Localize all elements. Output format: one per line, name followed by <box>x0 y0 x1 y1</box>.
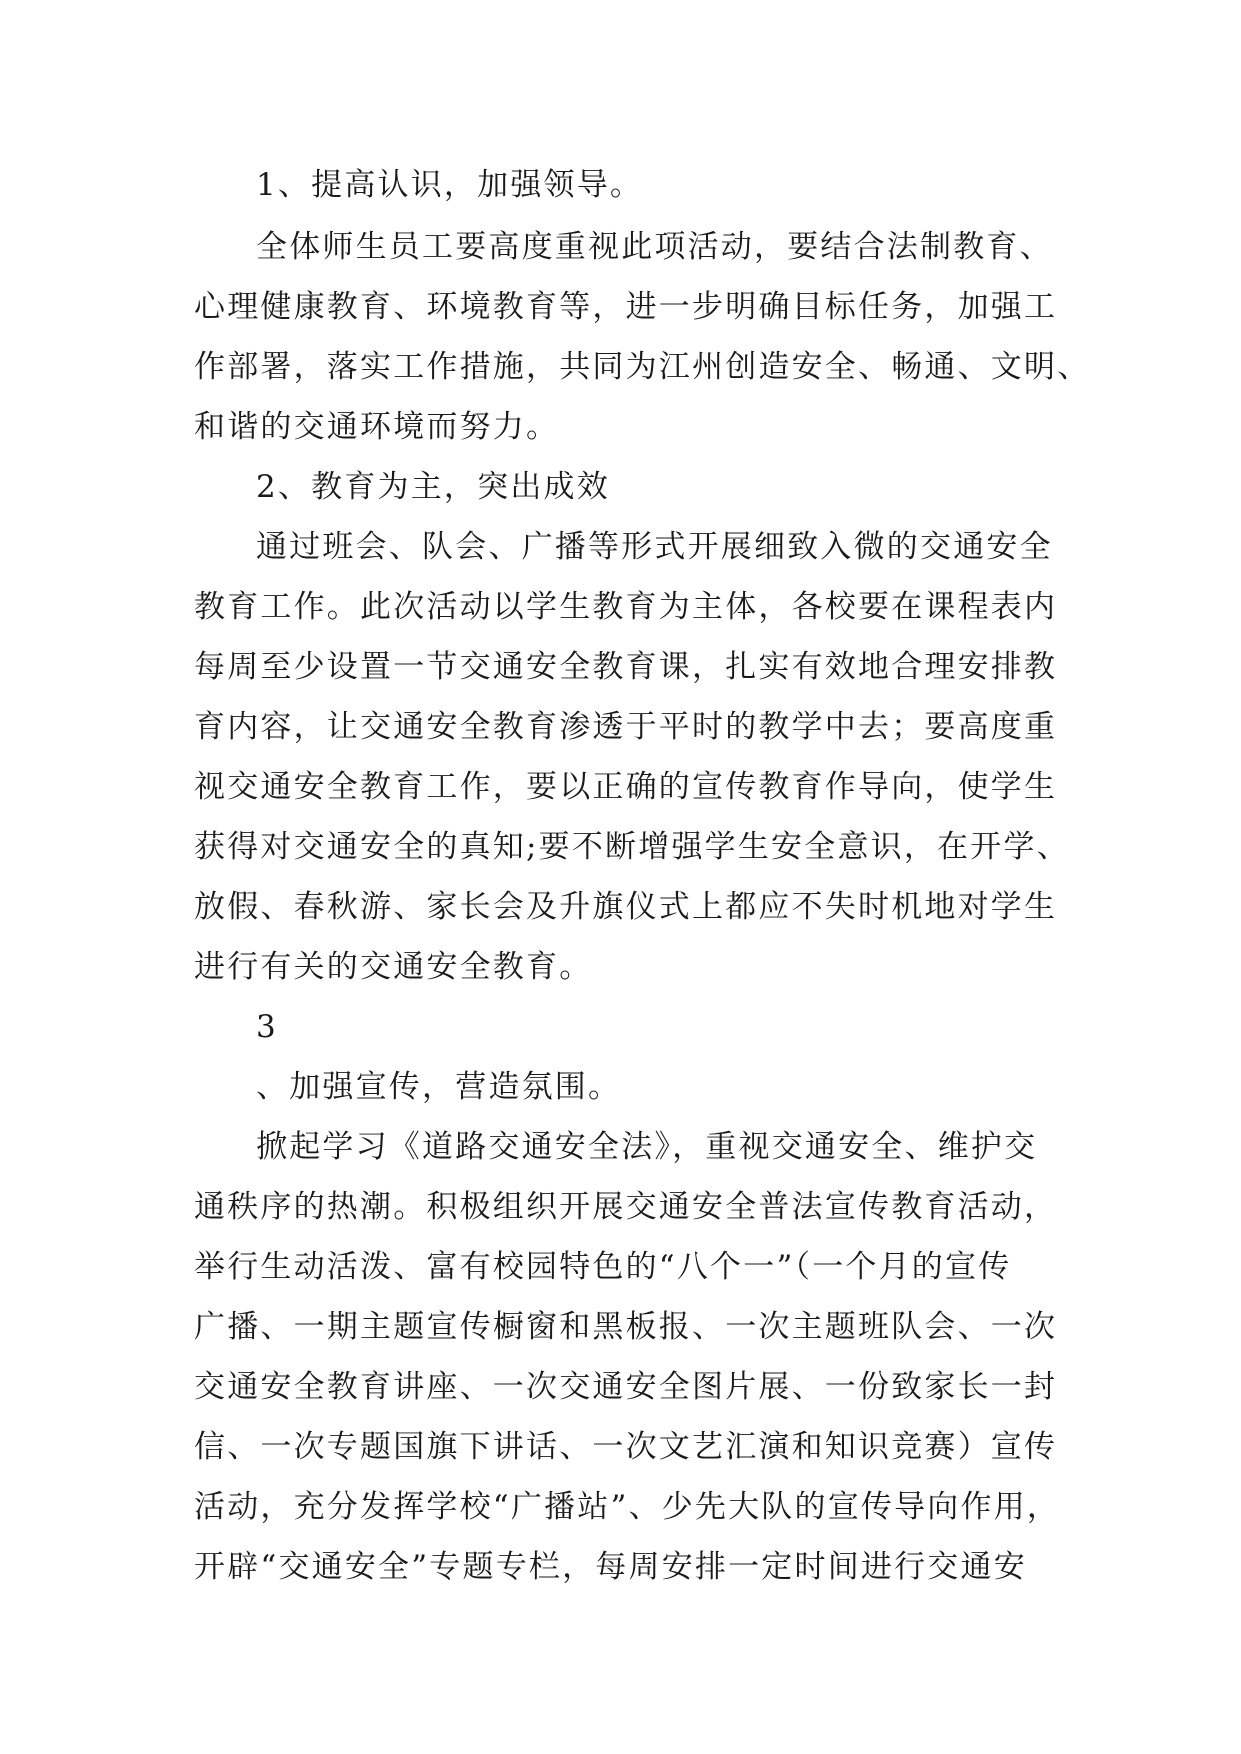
heading-2: 2、教育为主，突出成效 <box>256 469 610 505</box>
paragraph-line: 每周至少设置一节交通安全教育课，扎实有效地合理安排教 <box>194 649 1058 685</box>
paragraph-line: 通过班会、队会、广播等形式开展细致入微的交通安全 <box>256 529 1053 565</box>
paragraph-line: 心理健康教育、环境教育等，进一步明确目标任务，加强工 <box>194 289 1058 325</box>
heading-3-number: 3 <box>256 1009 278 1045</box>
paragraph-line: 广播、一期主题宣传橱窗和黑板报、一次主题班队会、一次 <box>194 1309 1058 1345</box>
paragraph-line: 进行有关的交通安全教育。 <box>194 949 593 985</box>
paragraph-line: 交通安全教育讲座、一次交通安全图片展、一份致家长一封 <box>194 1369 1058 1405</box>
paragraph-line: 视交通安全教育工作，要以正确的宣传教育作导向，使学生 <box>194 769 1058 805</box>
paragraph-line: 全体师生员工要高度重视此项活动，要结合法制教育、 <box>256 229 1053 265</box>
paragraph-line: 育内容，让交通安全教育渗透于平时的教学中去；要高度重 <box>194 709 1058 745</box>
heading-3-text: 、加强宣传，营造氛围。 <box>256 1069 622 1105</box>
paragraph-line: 通秩序的热潮。积极组织开展交通安全普法宣传教育活动， <box>194 1189 1058 1225</box>
paragraph-line: 教育工作。此次活动以学生教育为主体，各校要在课程表内 <box>194 589 1058 625</box>
paragraph-line: 获得对交通安全的真知;要不断增强学生安全意识，在开学、 <box>194 829 1070 865</box>
paragraph-line: 掀起学习《道路交通安全法》，重视交通安全、维护交 <box>256 1129 1038 1165</box>
paragraph-line: 放假、春秋游、家长会及升旗仪式上都应不失时机地对学生 <box>194 889 1058 925</box>
paragraph-line: 开辟“交通安全”专题专栏，每周安排一定时间进行交通安 <box>194 1549 1027 1585</box>
paragraph-line: 和谐的交通环境而努力。 <box>194 409 560 445</box>
paragraph-line: 活动，充分发挥学校“广播站”、少先大队的宣传导向作用， <box>194 1489 1061 1525</box>
paragraph-line: 举行生动活泼、富有校园特色的“八个一”（一个月的宣传 <box>194 1249 1012 1285</box>
paragraph-line: 作部署，落实工作措施，共同为江州创造安全、畅通、文明、 <box>194 349 1091 385</box>
heading-1: 1、提高认识，加强领导。 <box>256 167 644 203</box>
paragraph-line: 信、一次专题国旗下讲话、一次文艺汇演和知识竞赛）宣传 <box>194 1429 1058 1465</box>
